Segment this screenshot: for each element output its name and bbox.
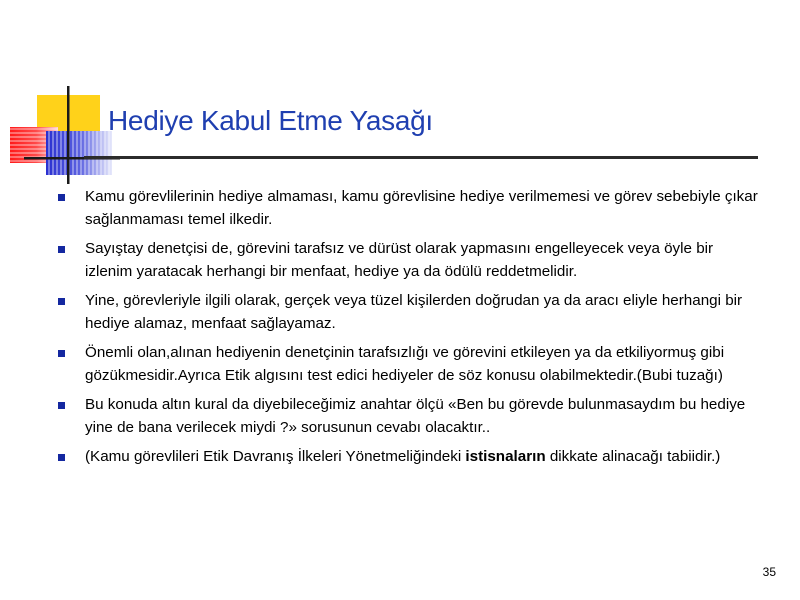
slide-title: Hediye Kabul Etme Yasağı bbox=[108, 105, 433, 136]
bullet-text-after: dikkate alinacağı tabiidir.) bbox=[545, 448, 721, 465]
page-number: 35 bbox=[762, 565, 776, 579]
bullet-item bbox=[58, 290, 763, 335]
bullet-text: Kamu görevlilerinin hediye almaması, kamu görevlisine hediye verilmemesi ve görev sebebiyle çıkar sağlanmaması temel ilkedir. bbox=[85, 188, 758, 228]
bullet-list bbox=[58, 186, 763, 476]
square-bullet-icon bbox=[58, 402, 65, 409]
title-divider bbox=[84, 156, 758, 159]
square-bullet-icon bbox=[58, 246, 65, 253]
bullet-text: Bu konuda altın kural da diyebileceğimiz anahtar ölçü «Ben bu görevde bulunmasaydım bu hediye yine de bana verilecek miydi ?» sorusunun cevabı olacaktır.. bbox=[85, 396, 746, 436]
bullet-item bbox=[58, 394, 763, 439]
bullet-item bbox=[58, 446, 763, 469]
square-bullet-icon bbox=[58, 194, 65, 201]
bullet-item bbox=[58, 186, 763, 231]
decorative-squares-logo bbox=[0, 0, 120, 190]
bullet-item bbox=[58, 238, 763, 283]
square-bullet-icon bbox=[58, 350, 65, 357]
bullet-text-before: (Kamu görevlileri Etik Davranış İlkeleri Yönetmeliğindeki bbox=[85, 448, 466, 465]
bullet-text-bold: istisnaların bbox=[465, 448, 546, 465]
square-bullet-icon bbox=[58, 298, 65, 305]
bullet-text: Önemli olan,alınan hediyenin denetçinin tarafsızlığı ve görevini etkileyen ya da etkiliyormuş gibi gözükmesidir.Ayrıca Etik algısını test edici hediyeler de söz konusu olabilmektedir.(Bubi tuzağı) bbox=[85, 344, 725, 384]
bullet-text: Sayıştay denetçisi de, görevini tarafsız ve dürüst olarak yapmasını engelleyecek veya öyle bir izlenim yaratacak herhangi bir menfaat, hediye ya da ödülü reddetmelidir. bbox=[85, 240, 714, 280]
bullet-text: Yine, görevleriyle ilgili olarak, gerçek veya tüzel kişilerden doğrudan ya da aracı eliyle herhangi bir hediye alamaz, menfaat sağlayamaz. bbox=[85, 292, 743, 332]
bullet-item bbox=[58, 342, 763, 387]
bullet-text bbox=[85, 448, 720, 465]
square-bullet-icon bbox=[58, 454, 65, 461]
logo-vertical-line bbox=[67, 86, 70, 184]
